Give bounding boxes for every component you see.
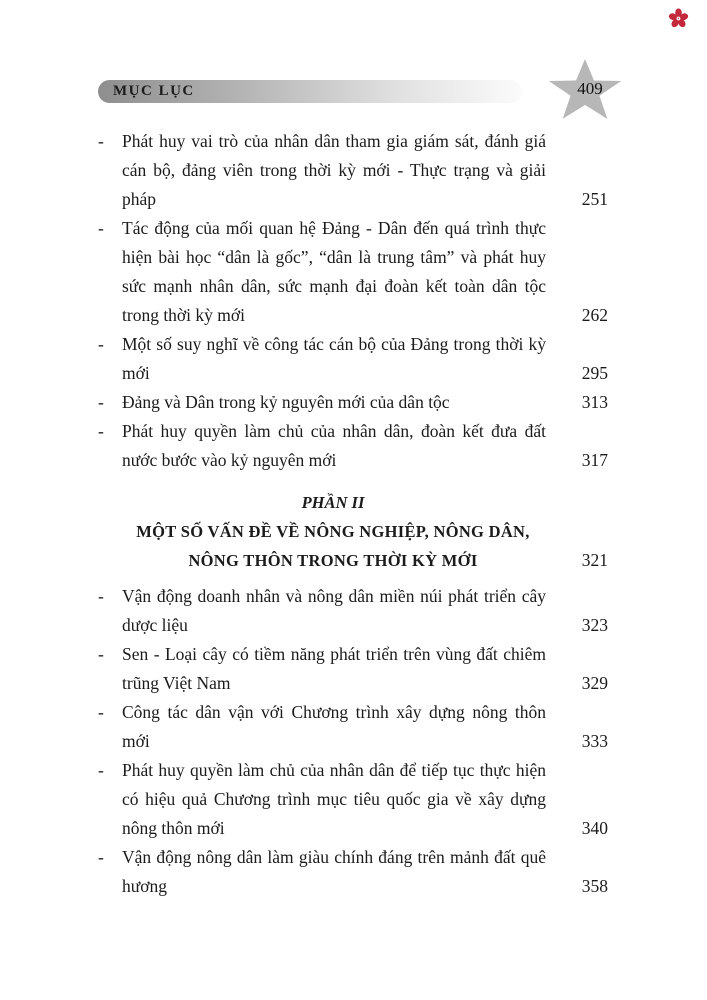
entry-text: Một số suy nghĩ về công tác cán bộ của Đảng trong thời kỳ mới	[122, 334, 546, 383]
toc-entry	[98, 127, 608, 214]
entry-bullet-dash: -	[98, 702, 104, 722]
entry-bullet-dash: -	[98, 421, 104, 441]
section-heading	[98, 488, 608, 575]
entry-bullet-dash: -	[98, 644, 104, 664]
entry-bullet-dash: -	[98, 586, 104, 606]
entry-page-number: 323	[581, 615, 608, 635]
entry-text: Phát huy quyền làm chủ của nhân dân, đoàn kết đưa đất nước bước vào kỷ nguyên mới	[122, 421, 546, 470]
toc-entry	[98, 417, 608, 475]
entry-bullet-dash: -	[98, 847, 104, 867]
entry-page-number: 251	[581, 189, 608, 209]
entry-page-number: 358	[581, 876, 608, 896]
entry-page-number: 313	[581, 392, 608, 412]
entry-text: Sen - Loại cây có tiềm năng phát triển trên vùng đất chiêm trũng Việt Nam	[122, 644, 546, 693]
entry-text: Vận động nông dân làm giàu chính đáng trên mảnh đất quê hương	[122, 847, 546, 896]
entry-page-number: 340	[581, 818, 608, 838]
entry-text: Tác động của mối quan hệ Đảng - Dân đến quá trình thực hiện bài học “dân là gốc”, “dân là trung tâm” và phát huy sức mạnh nhân dân, sức mạnh đại đoàn kết toàn dân tộc trong thời kỳ mới	[122, 218, 546, 325]
entry-bullet-dash: -	[98, 334, 104, 354]
entry-text: Phát huy quyền làm chủ của nhân dân để tiếp tục thực hiện có hiệu quả Chương trình mục tiêu quốc gia về xây dựng nông thôn mới	[122, 760, 546, 838]
entry-bullet-dash: -	[98, 760, 104, 780]
section-title-text-1: MỘT SỐ VẤN ĐỀ VỀ NÔNG NGHIỆP, NÔNG DÂN,	[136, 522, 530, 541]
toc-list-part1	[98, 127, 608, 475]
toc-entry	[98, 756, 608, 843]
entry-page-number: 333	[581, 731, 608, 751]
toc-entry	[98, 214, 608, 330]
entry-text: Đảng và Dân trong kỷ nguyên mới của dân tộc	[122, 392, 450, 412]
entry-page-number: 262	[581, 305, 608, 325]
toc-entry	[98, 698, 608, 756]
entry-text: Công tác dân vận với Chương trình xây dựng nông thôn mới	[122, 702, 546, 751]
page-title: MỤC LỤC	[113, 83, 195, 99]
section-page-number: 321	[581, 550, 608, 570]
entry-bullet-dash: -	[98, 218, 104, 238]
toc-list-part2	[98, 582, 608, 901]
section-title-text-2: NÔNG THÔN TRONG THỜI KỲ MỚI	[188, 551, 478, 570]
section-title-line-1	[98, 517, 608, 546]
section-part-label: PHẦN II	[301, 493, 365, 512]
toc-entry	[98, 330, 608, 388]
toc-entry	[98, 640, 608, 698]
entry-bullet-dash: -	[98, 131, 104, 151]
entry-bullet-dash: -	[98, 392, 104, 412]
running-head-bar	[98, 80, 522, 103]
entry-page-number: 317	[581, 450, 608, 470]
page-number-star	[547, 59, 623, 124]
entry-text: Phát huy vai trò của nhân dân tham gia giám sát, đánh giá cán bộ, đảng viên trong thời kỳ mới - Thực trạng và giải pháp	[122, 131, 546, 209]
toc-entry	[98, 843, 608, 901]
section-title-line-2	[98, 546, 608, 575]
flower-icon	[668, 8, 689, 29]
entry-page-number: 329	[581, 673, 608, 693]
page-number: 409	[577, 79, 603, 98]
toc-entry	[98, 582, 608, 640]
section-part-line	[98, 488, 608, 517]
table-of-contents	[98, 127, 608, 901]
toc-entry	[98, 388, 608, 417]
entry-text: Vận động doanh nhân và nông dân miền núi phát triển cây dược liệu	[122, 586, 546, 635]
entry-page-number: 295	[581, 363, 608, 383]
